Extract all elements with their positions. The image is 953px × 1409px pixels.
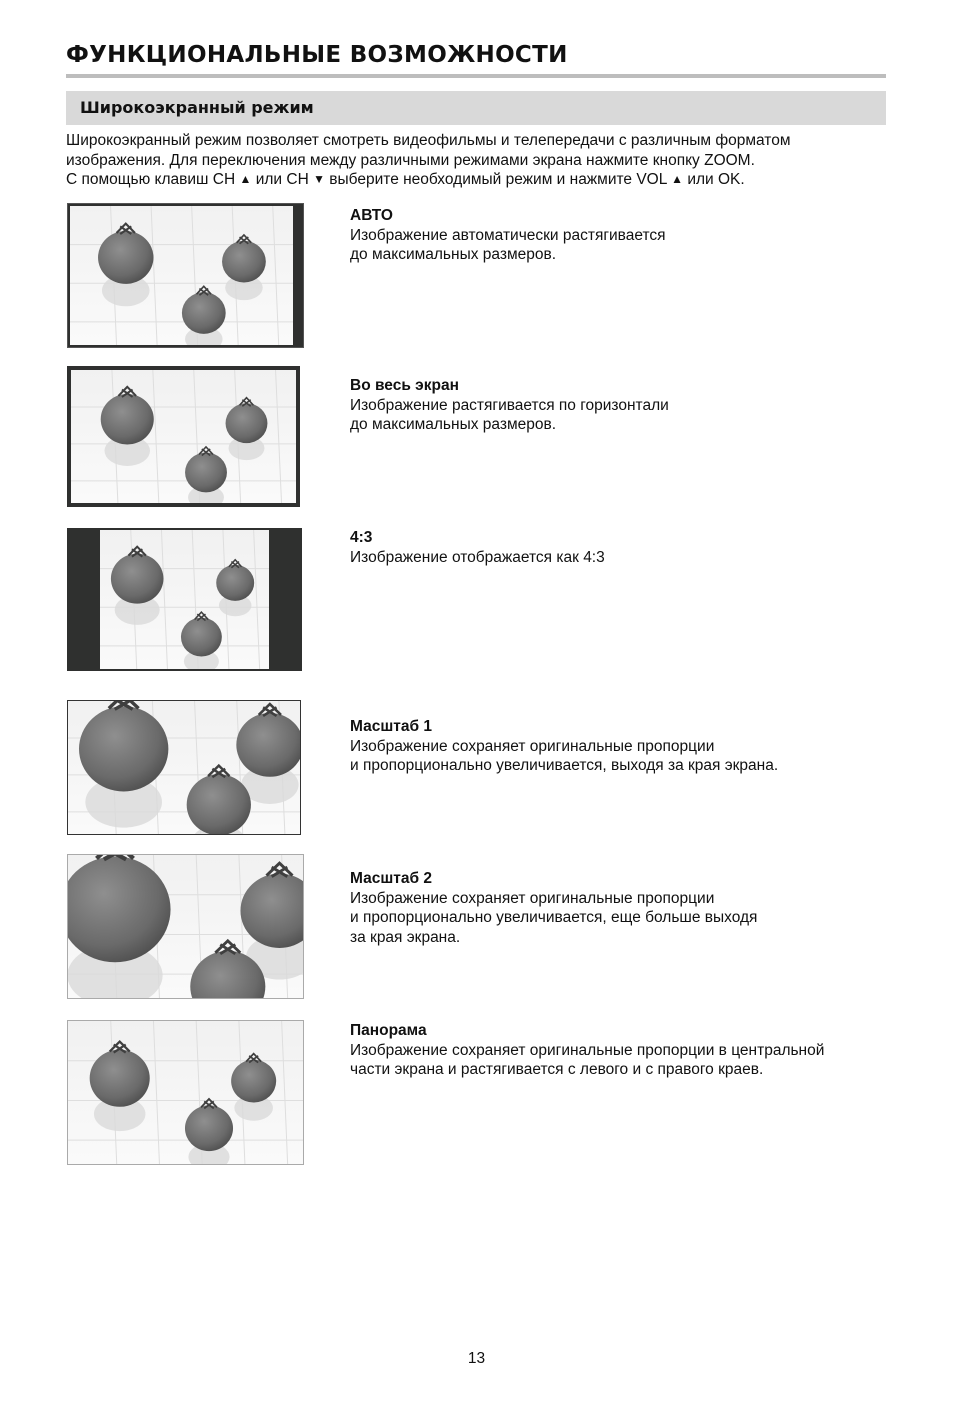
mode-description: Изображение автоматически растягивается до максимальных размеров.	[350, 226, 666, 263]
page-number: 13	[467, 1350, 486, 1367]
up-arrow-icon: ▲	[239, 172, 252, 186]
tomato-picture	[68, 701, 300, 834]
mode-description: Изображение отображается как 4:3	[350, 548, 605, 566]
intro-line-2: изображения. Для переключения между различными режимами экрана нажмите кнопку ZOOM.	[66, 151, 755, 169]
intro-text	[66, 131, 886, 191]
mode-auto-image	[67, 203, 304, 348]
intro-line-1: Широкоэкранный режим позволяет смотреть видеофильмы и телепередачи с различным форматом	[66, 132, 791, 149]
tomato-picture	[68, 1021, 303, 1164]
intro-line-3b: или CH	[255, 171, 309, 188]
mode-description: Изображение сохраняет оригинальные пропорции в центральной части экрана и растягивается с левого и с правого краев.	[350, 1041, 825, 1078]
section-title: Широкоэкранный режим	[80, 98, 314, 117]
mode-name: Масштаб 2	[350, 870, 432, 887]
intro-line-3d: или OK.	[687, 171, 745, 188]
section-header	[66, 91, 886, 125]
up-arrow-icon: ▲	[671, 172, 683, 186]
page-title: ФУНКЦИОНАЛЬНЫЕ ВОЗМОЖНОСТИ	[66, 42, 568, 68]
mode-4-3-image	[67, 528, 302, 671]
title-divider	[66, 74, 886, 78]
tomato-left	[68, 855, 171, 998]
mode-zoom2-image	[67, 854, 304, 999]
tomato-picture	[100, 530, 269, 669]
mode-name: Масштаб 1	[350, 718, 432, 735]
mode-name: АВТО	[350, 207, 393, 224]
tomato-picture	[71, 370, 296, 503]
mode-description: Изображение сохраняет оригинальные пропорции и пропорционально увеличивается, еще больше выходя за края экрана.	[350, 889, 758, 946]
mode-panorama-image	[67, 1020, 304, 1165]
mode-full-image	[67, 366, 300, 507]
mode-name: 4:3	[350, 529, 373, 546]
down-arrow-icon: ▼	[313, 172, 325, 186]
tomato-picture	[70, 206, 293, 345]
intro-line-3a: С помощью клавиш CH	[66, 171, 236, 188]
tomato-picture	[68, 855, 303, 998]
mode-zoom1-image	[67, 700, 301, 835]
mode-name: Во весь экран	[350, 377, 459, 394]
tomato-left	[79, 701, 168, 828]
intro-line-3c: выберите необходимый режим и нажмите VOL	[329, 171, 667, 188]
mode-description: Изображение сохраняет оригинальные пропорции и пропорционально увеличивается, выходя за края экрана.	[350, 737, 779, 774]
intro-line-3	[66, 170, 886, 191]
mode-name: Панорама	[350, 1022, 427, 1039]
mode-description: Изображение растягивается по горизонтали до максимальных размеров.	[350, 396, 669, 433]
